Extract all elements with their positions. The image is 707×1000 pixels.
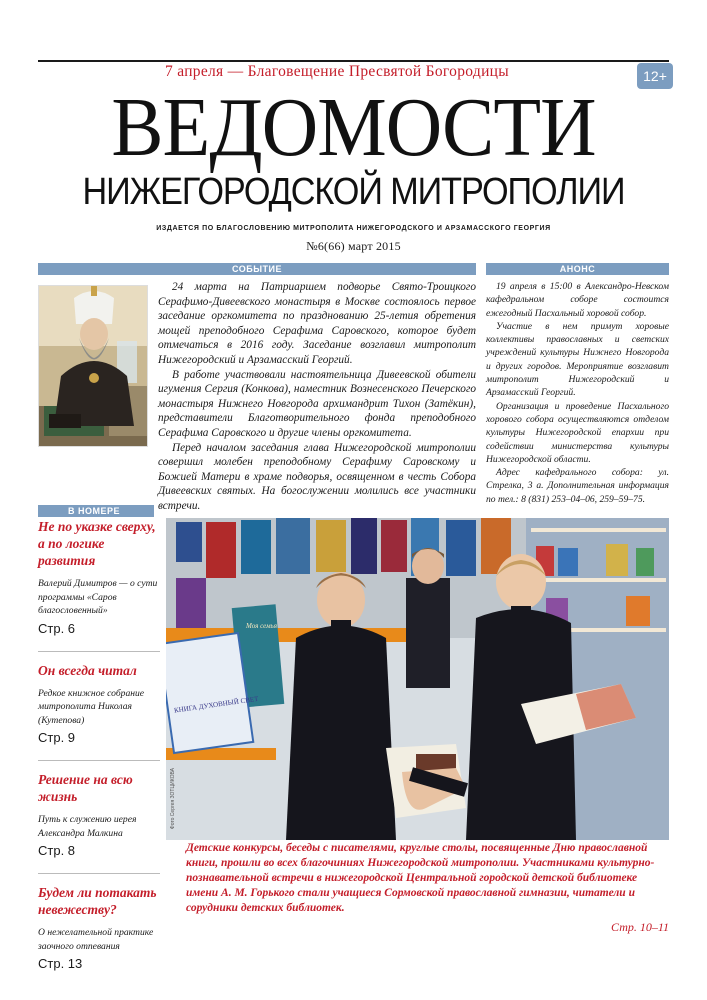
caption-page-ref[interactable]: Стр. 10–11 (611, 920, 669, 934)
toc-item[interactable] (38, 662, 160, 747)
toc-item[interactable] (38, 884, 160, 972)
toc-divider (38, 873, 160, 874)
toc-divider (38, 760, 160, 761)
masthead-title: ВЕДОМОСТИ (111, 81, 596, 174)
toc-divider (38, 651, 160, 652)
photo-caption: Детские конкурсы, беседы с писателями, круглые столы, посвященные Дню православной книги, прошли во всех благочиниях Нижегородской митрополии. Участниками культурно-познавательной встречи в нижегородской Центральной городской детской библиотеке имени А. М. Горького стали учащиеся Сормовской православной гимназии, читатели и сорудники детских библиотек. (186, 842, 655, 914)
event-paragraph: Перед началом заседания глава Нижегородской митрополии совершил молебен преподобному Серафиму Саровскому и Божией Матери в храме подворья, освященном в честь Собора Дивеевских святых. На богослужении молились все участники встречи. (158, 441, 476, 512)
toc-description: Путь к служению иерея Александра Малкина (38, 814, 137, 839)
event-paragraph: В работе участвовали настоятельница Дивеевской обители игумения Сергия (Конкова), наместник Вознесенского Печерского монастыря Нижнего Новгорода архимандрит Тихон (Затёкин), представители Благотворительного фонда преподобного Серафима Саровского и другие члены оргкомитета. (158, 368, 476, 439)
age-rating-badge: 12+ (637, 63, 673, 89)
table-of-contents (38, 518, 160, 986)
toc-item[interactable] (38, 771, 160, 859)
main-photo (166, 518, 669, 840)
anons-paragraph: Адрес кафедрального собора: ул. Стрелка, 3 а. Дополнительная информация по тел.: 8 (831) 253–04–06, 259–59–75. (486, 467, 669, 505)
toc-headline: Будем ли потакать невежеству? (38, 885, 157, 917)
toc-page-number: Стр. 8 (38, 843, 76, 858)
blessing-line: ИЗДАЕТСЯ ПО БЛАГОСЛОВЕНИЮ МИТРОПОЛИТА НИЖЕГОРОДСКОГО И АРЗАМАССКОГО ГЕОРГИЯ (156, 225, 551, 232)
toc-page-number: Стр. 13 (38, 956, 83, 971)
event-article (158, 280, 476, 514)
metropolitan-portrait-image (39, 286, 148, 447)
toc-headline: Он всегда читал (38, 662, 137, 678)
library-reading-image (166, 518, 669, 840)
toc-description: О нежелательной практике заочного отпевания (38, 927, 154, 952)
poster-text-label: КНИГА ДУХОВНЫЙ СВЕТ (173, 694, 259, 715)
feast-headline: 7 апреля — Благовещение Пресвятой Богородицы (165, 63, 509, 80)
anons-paragraph: Организация и проведение Пасхального хорового собора осуществляются отделом культуры Нижегородской епархии при содействии министерства культуры Нижегородской области. (486, 400, 669, 465)
toc-headline: Решение на всю жизнь (38, 772, 133, 804)
anons-paragraph: Участие в нем примут хоровые коллективы православных и светских учреждений культуры Нижнего Новгорода и других городов. Мероприятие возглавит митрополит Нижегородский и Арзамасский Георгий. (486, 320, 669, 399)
toc-description: Валерий Димитров — о сути программы «Саров благословенный» (38, 578, 158, 616)
toc-page-number: Стр. 9 (38, 730, 76, 745)
masthead-subtitle: НИЖЕГОРОДСКОЙ МИТРОПОЛИИ (82, 171, 625, 213)
event-paragraph: 24 марта на Патриаршем подворье Свято-Троицкого Серафимо-Дивеевского монастыря в Москве состоялось первое заседание оргкомитета по празднованию 25-летия обретения мощей преподобного Серафима Саровского, которое будет отмечаться в 2016 году. Заседание возглавил митрополит Нижегородский и Арзамасский Георгий. (158, 281, 476, 366)
section-header-in-issue: В НОМЕРЕ (38, 505, 154, 517)
anons-paragraph: 19 апреля в 15:00 в Александро-Невском кафедральном соборе состоится ежегодный Пасхальный хоровой собор. (486, 281, 669, 319)
toc-headline: Не по указке сверху, а по логике развития (38, 519, 156, 568)
toc-description: Редкое книжное собрание митрополита Николая (Кутепова) (38, 687, 145, 726)
issue-number: №6(66) март 2015 (306, 239, 401, 253)
section-header-event: СОБЫТИЕ (38, 263, 476, 275)
anons-article (486, 280, 669, 506)
event-photo (38, 285, 148, 447)
toc-page-number: Стр. 6 (38, 620, 76, 636)
toc-item[interactable] (38, 518, 160, 637)
photo-credit: Фото Сергея ЗОТЦИКОВА (170, 768, 176, 830)
book-title-label: Моя семья (246, 622, 277, 630)
section-header-anons: АНОНС (486, 263, 669, 275)
